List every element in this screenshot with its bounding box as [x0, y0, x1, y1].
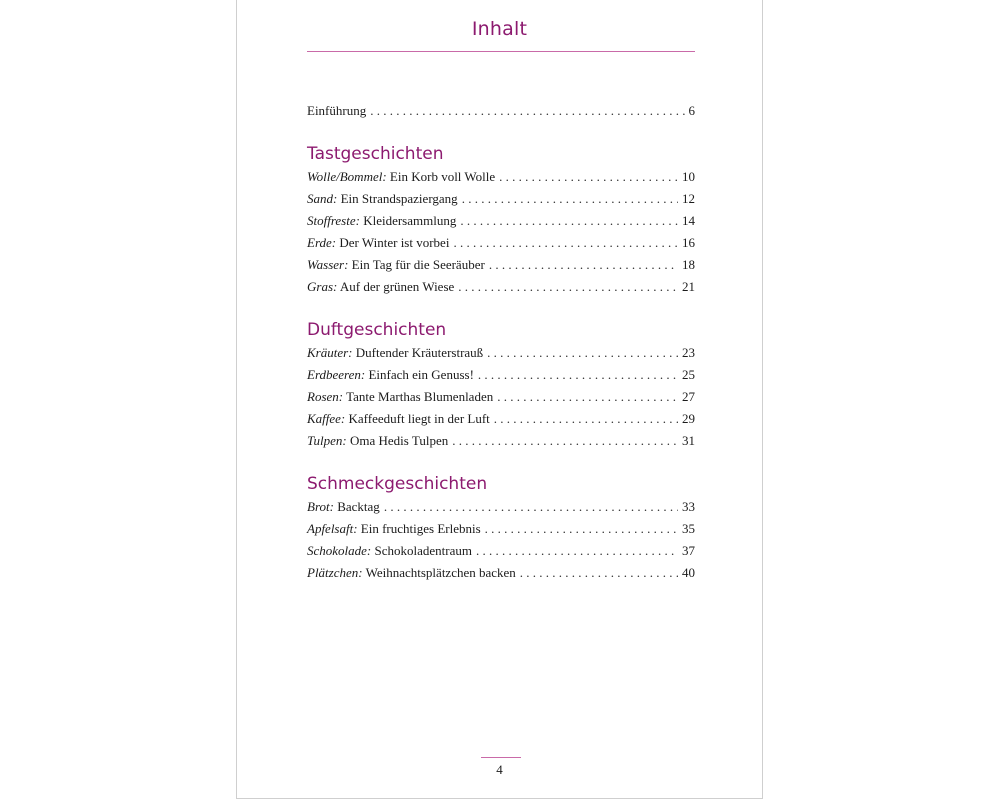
- dot-leader: [462, 188, 678, 210]
- toc-page-number: 21: [682, 279, 695, 294]
- dot-leader: [489, 254, 678, 276]
- dot-leader: [520, 562, 678, 584]
- toc-page-number: 16: [682, 235, 695, 250]
- toc-entry-label: [307, 254, 485, 276]
- footer-divider: [481, 757, 521, 758]
- toc-entry-label: [307, 166, 495, 188]
- toc-entry-topic: Schokolade:: [307, 543, 372, 558]
- toc-entry[interactable]: [307, 276, 695, 298]
- toc-page-number: 12: [682, 191, 695, 206]
- dot-leader: [487, 342, 678, 364]
- toc-entry[interactable]: [307, 342, 695, 364]
- section-heading: Tastgeschichten: [307, 144, 444, 164]
- toc-entry-title: Ein fruchtiges Erlebnis: [360, 521, 481, 536]
- toc-entry-topic: Rosen:: [307, 389, 344, 404]
- toc-entry-label: [307, 276, 454, 298]
- toc-entry[interactable]: [307, 518, 695, 540]
- section-heading: Schmeckgeschichten: [307, 474, 488, 494]
- dot-leader: [384, 496, 678, 518]
- toc-entry-title: Duftender Kräuterstrauß: [355, 345, 484, 360]
- toc-entry-label: [307, 386, 493, 408]
- dot-leader: [494, 408, 678, 430]
- toc-entry-topic: Brot:: [307, 499, 334, 514]
- toc-page-number: 10: [682, 169, 695, 184]
- toc-entry-topic: Kaffee:: [307, 411, 346, 426]
- document-page: [236, 0, 763, 799]
- page-title: Inhalt: [471, 18, 528, 40]
- toc-entry-label: [307, 188, 458, 210]
- toc-entry-label: [307, 210, 456, 232]
- toc-entry-label: [307, 364, 474, 386]
- toc-entry[interactable]: [307, 254, 695, 276]
- toc-page-number: 23: [682, 345, 695, 360]
- toc-entry-label: [307, 408, 490, 430]
- toc-entry[interactable]: [307, 232, 695, 254]
- toc-entry-topic: Stoffreste:: [307, 213, 360, 228]
- dot-leader: [497, 386, 678, 408]
- title-divider: [307, 51, 695, 52]
- toc-entry-title: Schokoladentraum: [374, 543, 472, 558]
- toc-entry-title: Ein Strandspaziergang: [340, 191, 458, 206]
- toc-entry-title: Oma Hedis Tulpen: [349, 433, 449, 448]
- toc-entry[interactable]: [307, 188, 695, 210]
- toc-entry-topic: Kräuter:: [307, 345, 353, 360]
- toc-entry[interactable]: [307, 408, 695, 430]
- toc-entry[interactable]: [307, 166, 695, 188]
- toc-entry-topic: Wasser:: [307, 257, 349, 272]
- toc-page-number: 18: [682, 257, 695, 272]
- toc-entry[interactable]: [307, 386, 695, 408]
- toc-entry-label: [307, 342, 483, 364]
- toc-sections: [307, 142, 695, 584]
- toc-page-number: 35: [682, 521, 695, 536]
- toc-entry-title: Ein Korb voll Wolle: [389, 169, 496, 184]
- toc-page-number: 27: [682, 389, 695, 404]
- toc-entry-label: [307, 232, 449, 254]
- table-of-contents: [307, 100, 695, 584]
- toc-entry[interactable]: [307, 430, 695, 452]
- toc-entry-topic: Wolle/Bommel:: [307, 169, 387, 184]
- toc-entry-topic: Tulpen:: [307, 433, 347, 448]
- toc-entry-title: Der Winter ist vorbei: [339, 235, 450, 250]
- toc-entry[interactable]: [307, 540, 695, 562]
- dot-leader: [453, 232, 678, 254]
- toc-entry-label: Einführung: [307, 103, 367, 118]
- toc-entry[interactable]: [307, 364, 695, 386]
- toc-page-number: 6: [688, 103, 695, 118]
- toc-entry[interactable]: [307, 210, 695, 232]
- toc-entry-label: [307, 562, 516, 584]
- toc-entry-title: Tante Marthas Blumenladen: [346, 389, 494, 404]
- toc-entry-topic: Plätzchen:: [307, 565, 363, 580]
- toc-entry-label: [307, 518, 481, 540]
- toc-page-number: 33: [682, 499, 695, 514]
- dot-leader: [476, 540, 678, 562]
- dot-leader: [452, 430, 678, 452]
- toc-entry-title: Kleidersammlung: [363, 213, 457, 228]
- toc-entry-title: Backtag: [337, 499, 380, 514]
- toc-entry-topic: Erde:: [307, 235, 337, 250]
- toc-page-number: 40: [682, 565, 695, 580]
- toc-entry[interactable]: [307, 496, 695, 518]
- toc-entry-topic: Erdbeeren:: [307, 367, 366, 382]
- toc-entry-title: Auf der grünen Wiese: [339, 279, 455, 294]
- toc-entry-topic: Gras:: [307, 279, 338, 294]
- toc-entry-label: [307, 496, 380, 518]
- toc-entry-title: Ein Tag für die Seeräuber: [351, 257, 485, 272]
- toc-page-number: 25: [682, 367, 695, 382]
- toc-entry-intro[interactable]: [307, 100, 695, 122]
- dot-leader: [370, 100, 684, 122]
- toc-entry-title: Einfach ein Genuss!: [368, 367, 474, 382]
- toc-entry-label: [307, 540, 472, 562]
- dot-leader: [478, 364, 678, 386]
- toc-page-number: 14: [682, 213, 695, 228]
- toc-entry-title: Weihnachtsplätzchen backen: [365, 565, 516, 580]
- dot-leader: [499, 166, 678, 188]
- toc-entry[interactable]: [307, 562, 695, 584]
- dot-leader: [458, 276, 678, 298]
- toc-entry-topic: Apfelsaft:: [307, 521, 358, 536]
- toc-entry-title: Kaffeeduft liegt in der Luft: [348, 411, 490, 426]
- dot-leader: [485, 518, 678, 540]
- page-number: 4: [496, 762, 503, 777]
- toc-entry-label: [307, 430, 448, 452]
- toc-page-number: 31: [682, 433, 695, 448]
- toc-page-number: 37: [682, 543, 695, 558]
- dot-leader: [460, 210, 678, 232]
- section-heading: Duftgeschichten: [307, 320, 447, 340]
- toc-entry-topic: Sand:: [307, 191, 338, 206]
- toc-page-number: 29: [682, 411, 695, 426]
